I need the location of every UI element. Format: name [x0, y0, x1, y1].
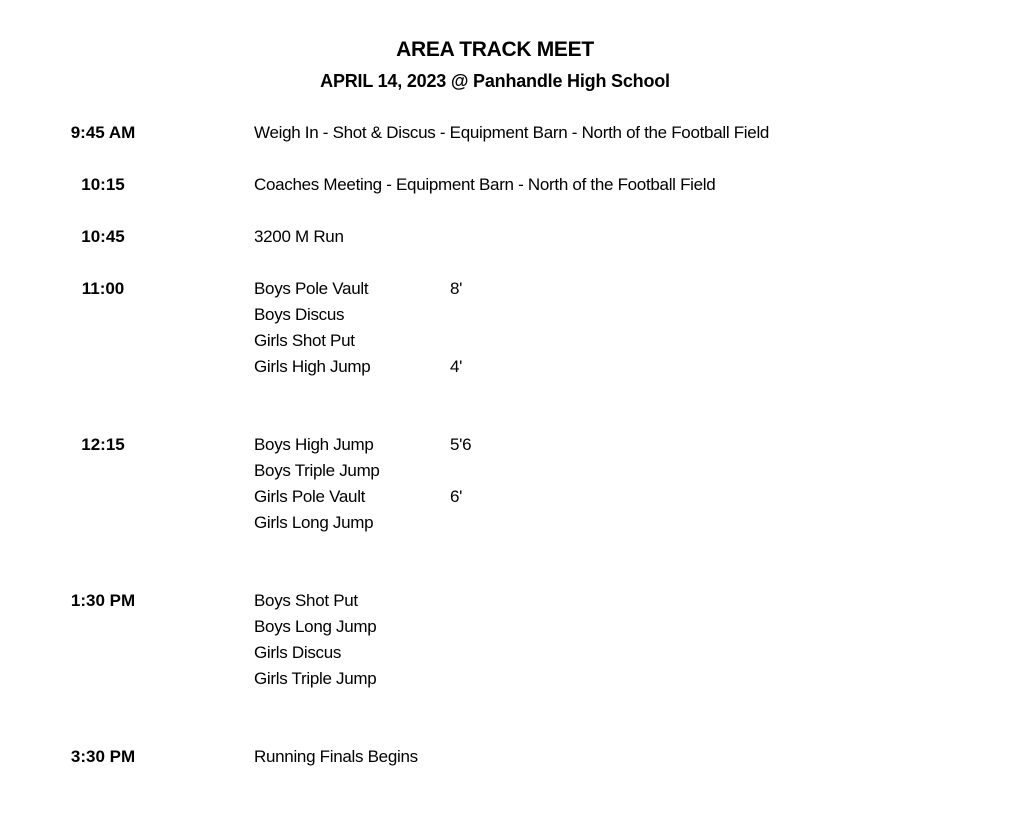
schedule-event-row — [254, 614, 954, 640]
event-height: 5'6 — [450, 435, 472, 454]
schedule-event-row — [254, 328, 954, 354]
event-name: Girls Shot Put — [254, 331, 355, 350]
schedule-events — [254, 224, 954, 250]
event-name: Boys Long Jump — [254, 617, 377, 636]
schedule-event-row — [254, 588, 954, 614]
schedule-time: 10:15 — [81, 175, 125, 194]
event-height: 6' — [450, 487, 463, 506]
event-name: 3200 M Run — [254, 227, 344, 246]
schedule-event-row — [254, 276, 954, 302]
schedule-events — [254, 588, 954, 692]
event-name: Girls Triple Jump — [254, 669, 377, 688]
schedule-time: 11:00 — [81, 279, 125, 298]
schedule-time: 1:30 PM — [70, 591, 136, 610]
event-height: 4' — [450, 357, 463, 376]
schedule-time: 3:30 PM — [70, 747, 136, 766]
event-name: Girls High Jump — [254, 357, 371, 376]
schedule-time: 9:45 AM — [70, 123, 136, 142]
event-name: Girls Long Jump — [254, 513, 374, 532]
event-name: Girls Pole Vault — [254, 487, 366, 506]
event-name: Boys Shot Put — [254, 591, 358, 610]
event-name: Running Finals Begins — [254, 747, 418, 766]
schedule-event-row — [254, 640, 954, 666]
event-name: Coaches Meeting - Equipment Barn - North of the Football Field — [254, 175, 716, 194]
schedule-event-row — [254, 666, 954, 692]
schedule-event-row — [254, 354, 954, 380]
schedule-event-row — [254, 458, 954, 484]
event-name: Weigh In - Shot & Discus - Equipment Barn - North of the Football Field — [254, 123, 770, 142]
schedule-events — [254, 432, 954, 536]
schedule-time: 10:45 — [81, 227, 125, 246]
schedule-event-row — [254, 432, 954, 458]
event-name: Boys Triple Jump — [254, 461, 380, 480]
schedule-event-row — [254, 484, 954, 510]
schedule-events — [254, 276, 954, 380]
schedule-event-row — [254, 224, 954, 250]
schedule-event-row — [254, 172, 954, 198]
schedule-events — [254, 120, 954, 146]
schedule-events — [254, 744, 954, 770]
schedule-time: 12:15 — [81, 435, 125, 454]
schedule-event-row — [254, 744, 954, 770]
schedule-events — [254, 172, 954, 198]
event-name: Boys Discus — [254, 305, 345, 324]
event-name: Girls Discus — [254, 643, 342, 662]
event-height: 8' — [450, 279, 463, 298]
schedule-event-row — [254, 510, 954, 536]
schedule-event-row — [254, 120, 954, 146]
page-subtitle: APRIL 14, 2023 @ Panhandle High School — [320, 71, 670, 91]
page-title: AREA TRACK MEET — [396, 38, 594, 61]
schedule-event-row — [254, 302, 954, 328]
event-name: Boys High Jump — [254, 435, 374, 454]
event-name: Boys Pole Vault — [254, 279, 369, 298]
